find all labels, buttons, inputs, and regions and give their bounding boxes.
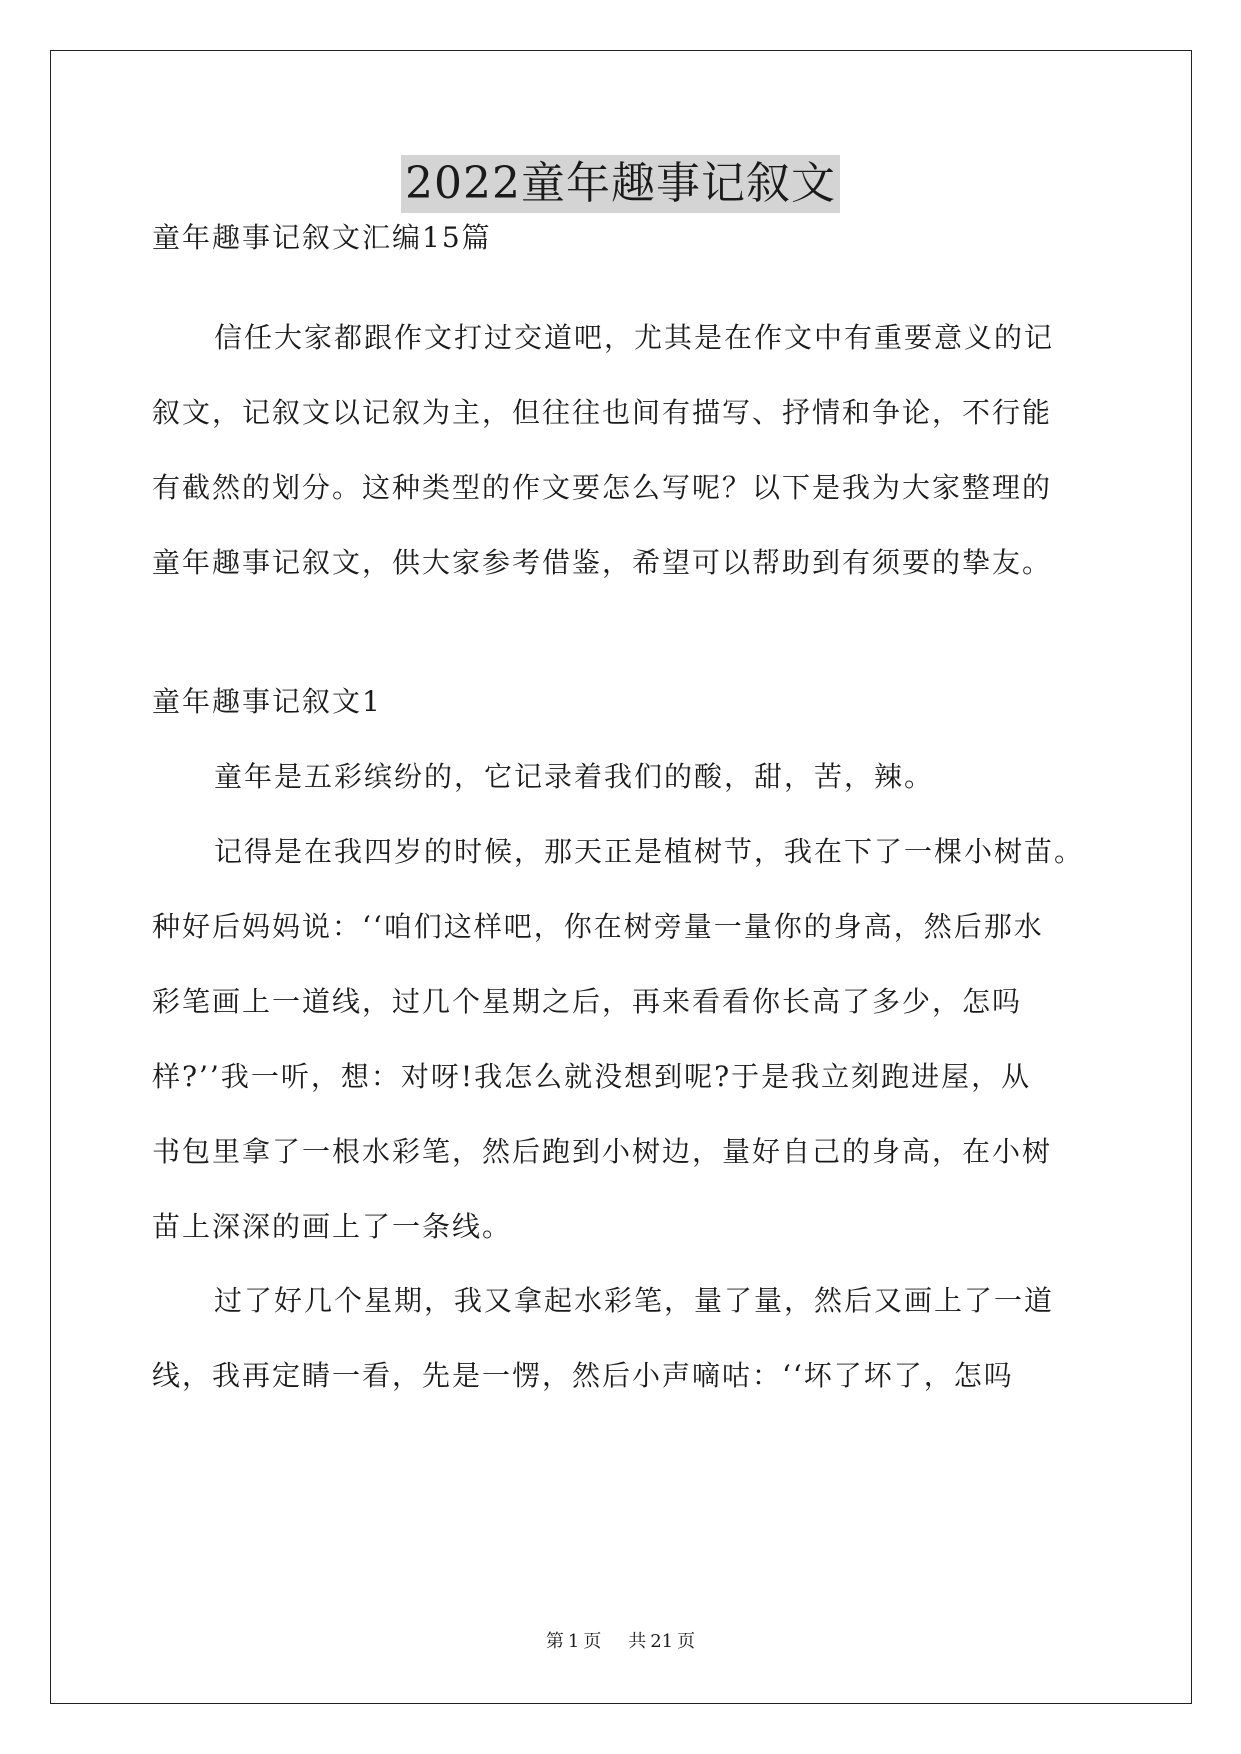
total-suffix: 页	[677, 1631, 696, 1652]
paragraph-line: 童年是五彩缤纷的，它记录着我们的酸，甜，苦，辣。	[214, 760, 935, 793]
paragraph-line: 线，我再定睛一看，先是一愣，然后小声嘀咕：‘‘坏了坏了，怎吗	[152, 1359, 1014, 1392]
paragraph-line: 书包里拿了一根水彩笔，然后跑到小树边，量好自己的身高，在小树	[152, 1135, 1053, 1168]
subtitle: 童年趣事记叙文汇编15篇	[152, 221, 492, 254]
page-prefix: 第	[545, 1631, 564, 1652]
paragraph-line: 样?’’我一听，想：对呀!我怎么就没想到呢?于是我立刻跑进屋，从	[152, 1060, 1032, 1093]
total-prefix: 共	[628, 1631, 647, 1652]
section-heading: 童年趣事记叙文1	[152, 685, 382, 718]
page-border	[50, 50, 1192, 1704]
total-pages: 21	[650, 1631, 674, 1652]
title-wrapper	[0, 155, 1241, 213]
paragraph-line: 彩笔画上一道线，过几个星期之后，再来看看你长高了多少，怎吗	[152, 985, 1023, 1018]
paragraph-line: 过了好几个星期，我又拿起水彩笔，量了量，然后又画上了一道	[214, 1284, 1055, 1317]
paragraph-line: 苗上深深的画上了一条线。	[152, 1210, 513, 1243]
document-title: 2022童年趣事记叙文	[401, 155, 840, 213]
intro-line: 童年趣事记叙文，供大家参考借鉴，希望可以帮助到有须要的挚友。	[152, 546, 1053, 579]
intro-line: 有截然的划分。这种类型的作文要怎么写呢？以下是我为大家整理的	[152, 471, 1053, 504]
page-number: 1	[567, 1631, 580, 1652]
page-suffix: 页	[583, 1631, 602, 1652]
page-footer	[0, 1627, 1241, 1653]
intro-line: 信任大家都跟作文打过交道吧，尤其是在作文中有重要意义的记	[214, 321, 1055, 354]
paragraph-line: 种好后妈妈说：‘‘咱们这样吧，你在树旁量一量你的身高，然后那水	[152, 910, 1044, 943]
paragraph-line: 记得是在我四岁的时候，那天正是植树节，我在下了一棵小树苗。	[214, 835, 1085, 868]
intro-line: 叙文，记叙文以记叙为主，但往往也间有描写、抒情和争论，不行能	[152, 396, 1053, 429]
